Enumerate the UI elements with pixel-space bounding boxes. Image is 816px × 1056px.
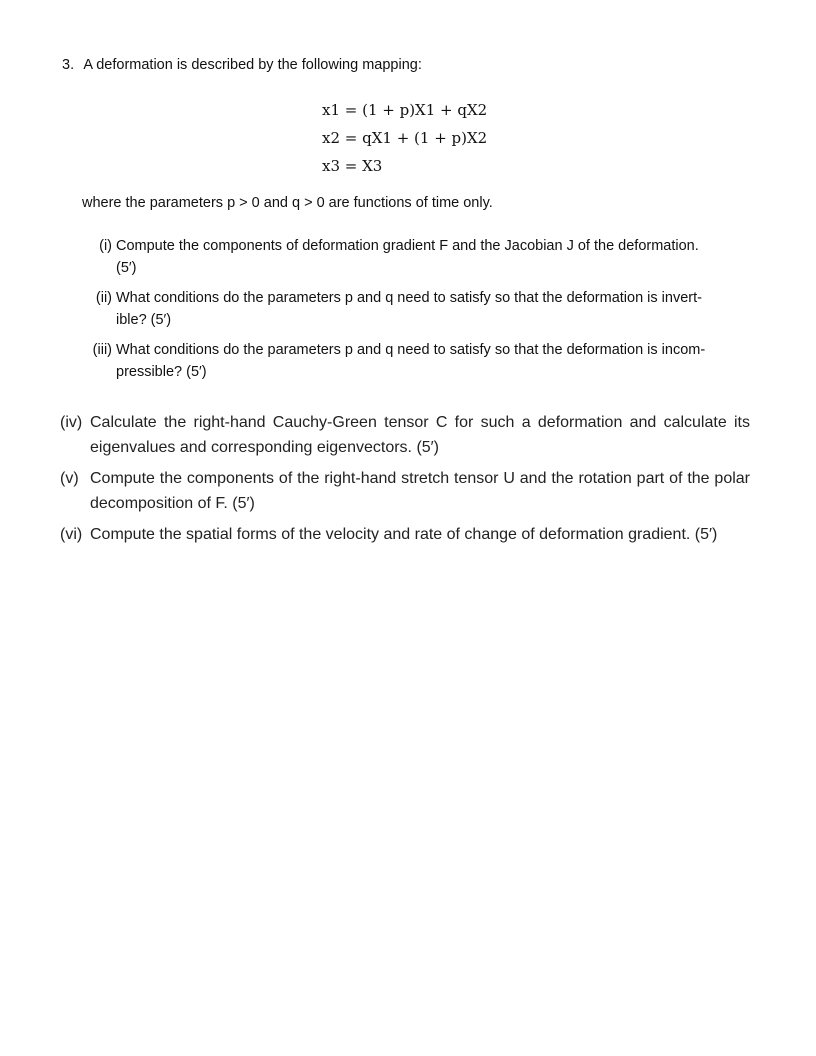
roman-numeral: (v) bbox=[60, 470, 79, 487]
roman-numeral: (ii) bbox=[95, 290, 112, 306]
roman-numeral: (vi) bbox=[60, 526, 83, 543]
equation-x2 bbox=[322, 124, 487, 152]
question-text: Compute the spatial forms of the velocity and rate of change of deformation gradient. (5′) bbox=[90, 526, 718, 543]
equation-block bbox=[322, 96, 487, 180]
question-text: Calculate the right-hand Cauchy-Green tensor C for such a deformation and calculate its eigenvalues and corresponding eigenvectors. (5′) bbox=[90, 414, 750, 456]
sub-question-ii bbox=[86, 287, 716, 331]
equation-x1 bbox=[322, 96, 487, 124]
sub-question-iii bbox=[86, 339, 716, 383]
equation-text: x2 = qX1 + (1 + p)X2 bbox=[322, 129, 488, 147]
equation-text: x1 = (1 + p)X1 + qX2 bbox=[322, 101, 488, 119]
question-text: Compute the components of the right-hand stretch tensor U and the rotation part of the polar decomposition of F. (5′) bbox=[90, 470, 750, 512]
sub-question-text: Compute the components of deformation gradient F and the Jacobian J of the deformation. (5′) bbox=[116, 238, 699, 276]
sub-question-list bbox=[86, 235, 716, 391]
sub-question-text: What conditions do the parameters p and q need to satisfy so that the deformation is incom-pressible? (5′) bbox=[116, 342, 706, 380]
sub-question-i bbox=[86, 235, 716, 279]
roman-numeral: (i) bbox=[99, 238, 112, 254]
roman-numeral: (iii) bbox=[92, 342, 112, 358]
question-number: 3. bbox=[62, 57, 75, 73]
sub-question-text: What conditions do the parameters p and q need to satisfy so that the deformation is invert-ible? (5′) bbox=[116, 290, 702, 328]
question-intro: A deformation is described by the following mapping: bbox=[83, 57, 422, 73]
equation-text: x3 = X3 bbox=[322, 157, 383, 175]
additional-question-list bbox=[60, 410, 750, 553]
question-iv bbox=[60, 410, 750, 460]
parameter-note: where the parameters p > 0 and q > 0 are functions of time only. bbox=[82, 195, 493, 211]
question-v bbox=[60, 466, 750, 516]
roman-numeral: (iv) bbox=[60, 414, 83, 431]
question-heading bbox=[62, 57, 422, 73]
question-vi bbox=[60, 522, 750, 547]
equation-x3 bbox=[322, 152, 487, 180]
